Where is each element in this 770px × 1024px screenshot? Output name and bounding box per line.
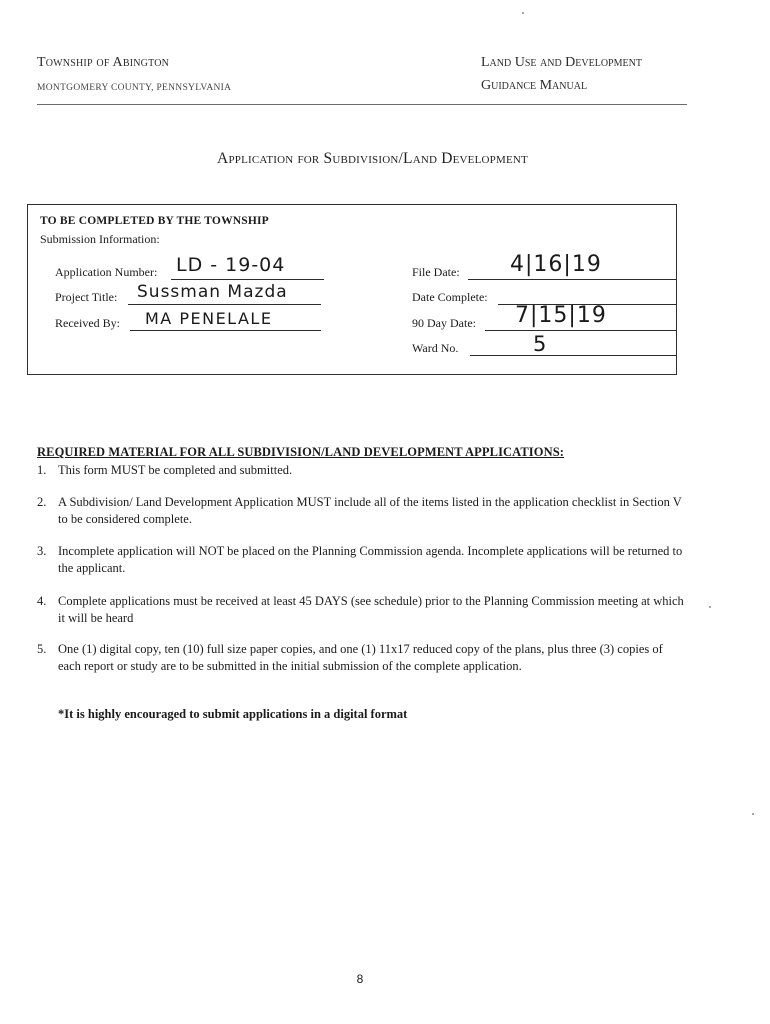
project-title-label: Project Title: <box>55 290 118 304</box>
date-complete-label: Date Complete: <box>412 290 488 304</box>
digital-format-note: *It is highly encouraged to submit applications in a digital format <box>58 707 408 721</box>
requirement-number: 5. <box>37 642 47 656</box>
ninety-day-date-field[interactable]: 7|15|19 <box>515 303 607 328</box>
project-title-field[interactable]: Sussman Mazda <box>137 282 288 302</box>
scan-speck <box>752 813 754 815</box>
file-date-line <box>468 279 676 280</box>
manual-title-line1: Land Use and Development <box>481 55 642 70</box>
application-number-field[interactable]: LD - 19-04 <box>176 254 286 276</box>
ninety-day-date-line <box>485 330 676 331</box>
page-number: 8 <box>356 972 364 986</box>
file-date-field[interactable]: 4|16|19 <box>510 252 602 277</box>
file-date-label: File Date: <box>412 265 460 279</box>
township-section-title: TO BE COMPLETED BY THE TOWNSHIP <box>40 215 269 227</box>
scan-speck <box>709 606 711 608</box>
form-title: Application for Subdivision/Land Development <box>217 150 528 167</box>
requirement-number: 3. <box>37 544 47 558</box>
requirement-number: 1. <box>37 463 47 477</box>
application-number-line <box>171 279 324 280</box>
requirement-number: 2. <box>37 495 47 509</box>
requirement-text: Complete applications must be received at least 45 DAYS (see schedule) prior to the Planning Commission meeting at which it will be heard <box>58 594 684 625</box>
project-title-line <box>128 304 321 305</box>
requirements-heading: REQUIRED MATERIAL FOR ALL SUBDIVISION/LAND DEVELOPMENT APPLICATIONS: <box>37 445 565 459</box>
application-number-label: Application Number: <box>55 265 158 279</box>
requirement-text: One (1) digital copy, ten (10) full size paper copies, and one (1) 11x17 reduced copy of the plans, plus three (3) copies of each report or study are to be submitted in the initial submission of the complete application. <box>58 642 663 673</box>
ward-no-line <box>470 355 676 356</box>
received-by-line <box>130 330 321 331</box>
received-by-label: Received By: <box>55 316 120 330</box>
township-section-box <box>27 204 677 375</box>
scan-speck <box>522 12 524 14</box>
requirement-text: This form MUST be completed and submitted. <box>58 463 293 477</box>
requirement-text: A Subdivision/ Land Development Application MUST include all of the items listed in the application checklist in Section V to be considered complete. <box>58 495 682 526</box>
requirement-text: Incomplete application will NOT be placed on the Planning Commission agenda. Incomplete applications will be returned to the applicant. <box>58 544 683 575</box>
ninety-day-date-label: 90 Day Date: <box>412 316 476 330</box>
ward-no-field[interactable]: 5 <box>533 332 547 356</box>
received-by-field[interactable]: MA PENELALE <box>145 309 273 328</box>
county-name: MONTGOMERY COUNTY, PENNSYLVANIA <box>37 83 232 93</box>
requirement-number: 4. <box>37 594 47 608</box>
header-divider <box>37 104 687 105</box>
township-name: Township of Abington <box>37 55 170 70</box>
submission-info-label: Submission Information: <box>40 232 160 246</box>
ward-no-label: Ward No. <box>412 341 459 355</box>
manual-title-line2: Guidance Manual <box>481 78 588 93</box>
